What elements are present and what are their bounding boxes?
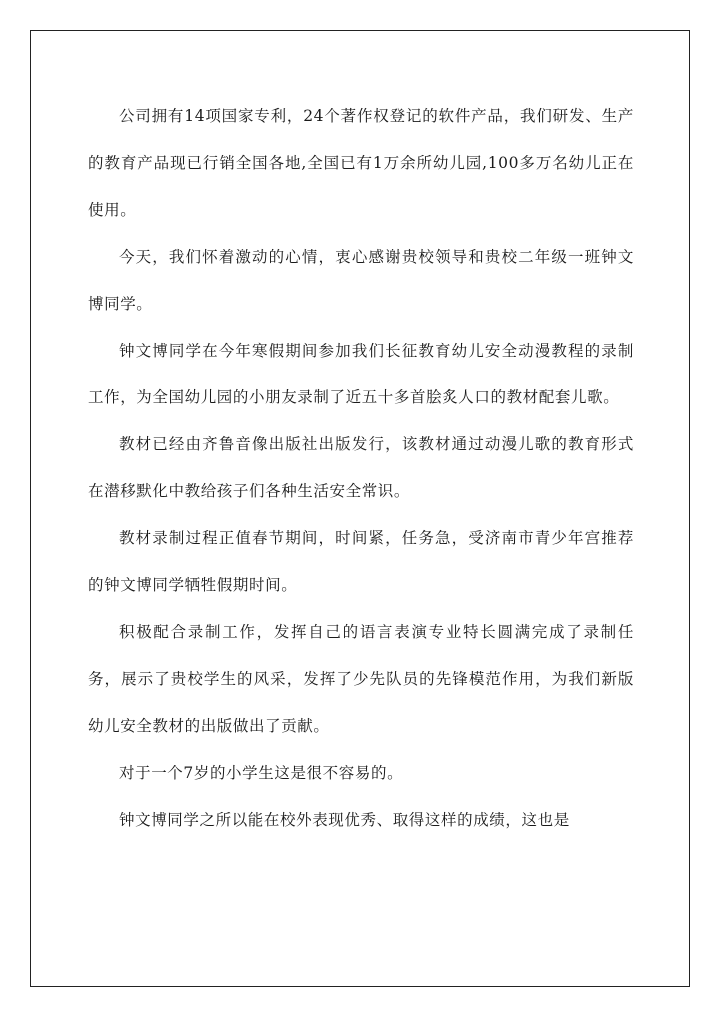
paragraph-recording: 钟文博同学在今年寒假期间参加我们长征教育幼儿安全动漫教程的录制工作，为全国幼儿园的小朋友录制了近五十多首脍炙人口的教材配套儿歌。	[88, 341, 634, 407]
paragraph-spring-festival: 教材录制过程正值春节期间，时间紧，任务急，受济南市青少年宫推荐的钟文博同学牺牲假期时间。	[88, 529, 634, 595]
paragraph-cooperation: 积极配合录制工作，发挥自己的语言表演专业特长圆满完成了录制任务，展示了贵校学生的风采，发挥了少先队员的先锋模范作用，为我们新版幼儿安全教材的出版做出了贡献。	[88, 622, 634, 735]
paragraph-publication: 教材已经由齐鲁音像出版社出版发行，该教材通过动漫儿歌的教育形式在潜移默化中教给孩子们各种生活安全常识。	[88, 435, 634, 501]
paragraph-thanks: 今天，我们怀着激动的心情，衷心感谢贵校领导和贵校二年级一班钟文博同学。	[88, 247, 634, 313]
paragraph-performance: 钟文博同学之所以能在校外表现优秀、取得这样的成绩，这也是	[119, 810, 570, 829]
paragraph-patents: 公司拥有14项国家专利，24个著作权登记的软件产品，我们研发、生产的教育产品现已行销全国各地,全国已有1万余所幼儿园,100多万名幼儿正在使用。	[88, 107, 634, 219]
paragraph-age: 对于一个7岁的小学生这是很不容易的。	[119, 763, 404, 782]
document-body	[88, 93, 634, 844]
